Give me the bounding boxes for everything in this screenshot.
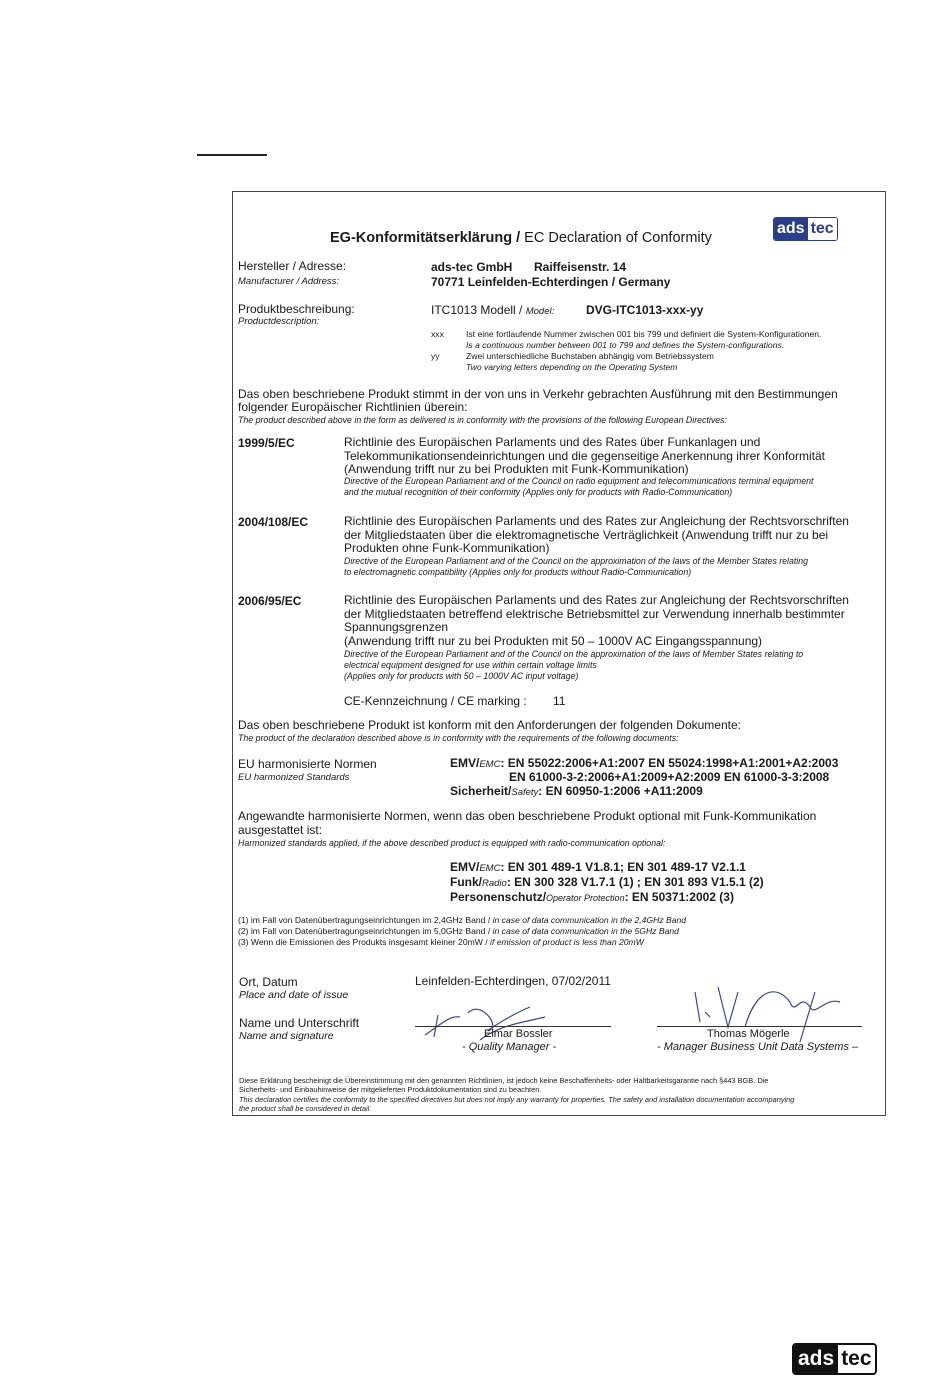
signer-2-role: - Manager Business Unit Data Systems – xyxy=(657,1041,859,1053)
signature-line-2 xyxy=(657,1026,862,1027)
product-label-en: Productdescription: xyxy=(238,316,320,327)
intro-line-2: folgender Europäischer Richtlinien überein: xyxy=(238,400,468,414)
logo-tec: tec xyxy=(808,218,837,240)
footnote-de: (2) im Fall von Datenübertragungseinrichtungen im 5,0GHz Band / xyxy=(238,926,493,936)
personal-protection-standards xyxy=(450,890,734,904)
xxx-description-en: Is a continuous number between 001 to 799 and defines the System-configurations. xyxy=(466,340,785,350)
directive-text: Richtlinie des Europäischen Parlaments und des Rates über Funkanlagen und xyxy=(344,435,761,449)
pers-prefix: Personenschutz/ xyxy=(450,890,547,904)
intro-line-1: Das oben beschriebene Produkt stimmt in der von uns in Verkehr gebrachten Ausführung mit den Bestimmungen xyxy=(238,387,838,401)
conformity-statement-en: The product of the declaration described above is in conformity with the requirements of the following documents: xyxy=(238,733,679,743)
signer-1-role: - Quality Manager - xyxy=(462,1041,557,1053)
signature-line-1 xyxy=(415,1026,611,1027)
emv-prefix: EMV/ xyxy=(450,756,480,770)
radio-statement-line-1: Angewandte harmonisierte Normen, wenn das oben beschriebene Produkt optional mit Funk-Kommunikation xyxy=(238,809,817,823)
safety-standards xyxy=(450,784,703,798)
xxx-key: xxx xyxy=(431,329,444,339)
footnote xyxy=(238,926,679,936)
emc-prefix: EMC xyxy=(479,759,501,770)
disclaimer-de-1: Diese Erklärung bescheinigt die Übereinstimmung mit den genannten Richtlinien, ist jedoch keine Beschaffenheits- oder Haltbarkeitsgarantie nach §443 BGB. Die xyxy=(239,1076,769,1085)
footnote-en: in case of data communication in the 2,4GHz Band xyxy=(492,915,687,925)
directive-text: Produkten ohne Funk-Kommunikation) xyxy=(344,541,550,555)
signer-1-name: Elmar Bossler xyxy=(484,1028,553,1040)
directive-text: der Mitgliedstaaten betreffend elektrische Betriebsmittel zur Verwendung innerhalb bestimmter xyxy=(344,607,845,621)
directive-text: (Anwendung trifft nur zu bei Produkten mit Funk-Kommunikation) xyxy=(344,462,689,476)
signature-label: Name und Unterschrift xyxy=(239,1016,360,1030)
safety-prefix: Sicherheit/ xyxy=(450,784,512,798)
footnote-en: in case of data communication in the 5GHz Band xyxy=(492,926,679,936)
title-german: EG-Konformitätserklärung / xyxy=(330,230,521,246)
disclaimer-en-2: the product shall be considered in detail. xyxy=(239,1104,372,1113)
model-label-en: Model: xyxy=(525,306,555,317)
footnote-en: if emission of product is less than 20mW xyxy=(490,937,644,947)
signer-2-name: Thomas Mögerle xyxy=(707,1028,790,1040)
emv-values: : EN 55022:2006+A1:2007 EN 55024:1998+A1:2001+A2:2003 xyxy=(500,756,839,770)
safety-prefix-en: Safety xyxy=(511,787,539,798)
directive-text-en: Directive of the European Parliament and of the Council on the approximation of the laws of the Member States relating xyxy=(344,556,809,566)
radio-prefix-en: Radio xyxy=(482,878,507,889)
footnote xyxy=(238,937,644,947)
place-label-en: Place and date of issue xyxy=(239,989,349,1001)
directive-code: 2006/95/EC xyxy=(238,594,302,608)
standards-label: EU harmonisierte Normen xyxy=(238,757,377,771)
pers-value: : EN 50371:2002 (3) xyxy=(624,890,734,904)
radio-emv-standards xyxy=(450,860,746,874)
ce-marking-label: CE-Kennzeichnung / CE marking : xyxy=(344,694,527,708)
manufacturer-city: 70771 Leinfelden-Echterdingen / Germany xyxy=(431,275,671,289)
signature-moegerle xyxy=(680,972,860,1052)
header-rule xyxy=(197,154,267,156)
title-english: EC Declaration of Conformity xyxy=(524,230,712,246)
yy-description-en: Two varying letters depending on the Operating System xyxy=(466,362,678,372)
standards-label-en: EU harmonized Standards xyxy=(238,772,350,783)
radio-statement-en: Harmonized standards applied, if the above described product is equipped with radio-communication optional: xyxy=(238,838,666,848)
place-date-value: Leinfelden-Echterdingen, 07/02/2011 xyxy=(415,974,611,988)
directive-text: Richtlinie des Europäischen Parlaments und des Rates zur Angleichung der Rechtsvorschriften xyxy=(344,514,849,528)
manufacturer-name: ads-tec GmbH xyxy=(431,260,513,274)
signature-label-en: Name and signature xyxy=(239,1030,334,1042)
funk-value: : EN 300 328 V1.7.1 (1) ; EN 301 893 V1.5.1 (2) xyxy=(506,875,764,889)
safety-value: : EN 60950-1:2006 +A11:2009 xyxy=(538,784,703,798)
ce-marking-value: 11 xyxy=(553,694,566,708)
radio-funk-standards xyxy=(450,875,764,889)
disclaimer-de-2: Sicherheits- und Einbauhinweise der mitgelieferten Produktdokumentation sind zu beachten. xyxy=(239,1085,542,1094)
certificate-title xyxy=(330,230,712,246)
emv-standards-line-2: EN 61000-3-2:2006+A1:2009+A2:2009 EN 61000-3-3:2008 xyxy=(509,770,830,784)
footnote-de: (3) Wenn die Emissionen des Produkts insgesamt kleiner 20mW / xyxy=(238,937,491,947)
radio-emv-prefix: EMV/ xyxy=(450,860,480,874)
page-logo xyxy=(792,1343,877,1375)
directive-text-en: and the mutual recognition of their conformity (Applies only for products with Radio-Communication) xyxy=(344,487,733,497)
directive-text-en: to electromagnetic compatibility (Applies only for products without Radio-Communication) xyxy=(344,567,692,577)
funk-prefix: Funk/ xyxy=(450,875,482,889)
emv-standards-line-1 xyxy=(450,756,838,770)
radio-statement-line-2: ausgestattet ist: xyxy=(238,823,323,837)
product-model-label xyxy=(431,303,554,317)
directive-text-en: Directive of the European Parliament and of the Council on the approximation of the laws of Member States relating to xyxy=(344,649,804,659)
page-logo-tec: tec xyxy=(838,1345,874,1373)
product-model-value: DVG-ITC1013-xxx-yy xyxy=(586,303,704,317)
conformity-statement: Das oben beschriebene Produkt ist konform mit den Anforderungen der folgenden Dokumente: xyxy=(238,718,741,732)
page-logo-ads: ads xyxy=(794,1345,838,1373)
yy-key: yy xyxy=(431,351,440,361)
place-label: Ort, Datum xyxy=(239,975,298,989)
manufacturer-street: Raiffeisenstr. 14 xyxy=(534,260,627,274)
directive-text: Telekommunikationsendeinrichtungen und die gegenseitige Anerkennung ihrer Konformität xyxy=(344,449,825,463)
logo-ads: ads xyxy=(774,218,808,240)
directive-code: 1999/5/EC xyxy=(238,436,295,450)
manufacturer-label-en: Manufacturer / Address: xyxy=(238,276,340,287)
ads-tec-logo xyxy=(773,217,838,241)
directive-text: Richtlinie des Europäischen Parlaments und des Rates zur Angleichung der Rechtsvorschriften xyxy=(344,593,849,607)
intro-english: The product described above in the form as delivered is in conformity with the provisions of the following European Directives: xyxy=(238,415,727,425)
directive-text-en: (Applies only for products with 50 – 1000V AC input voltage) xyxy=(344,671,579,681)
directive-text: der Mitgliedstaaten über die elektromagnetische Verträglichkeit (Anwendung trifft nur zu bei xyxy=(344,528,829,542)
xxx-description: Ist eine fortlaufende Nummer zwischen 001 bis 799 und definiert die System-Konfigurationen. xyxy=(466,329,822,339)
operator-protection-prefix: Operator Protection xyxy=(546,893,625,903)
radio-emc-prefix: EMC xyxy=(479,863,501,874)
footnote-de: (1) im Fall von Datenübertragungseinrichtungen im 2,4GHz Band / xyxy=(238,915,493,925)
directive-code: 2004/108/EC xyxy=(238,515,309,529)
directive-text: Spannungsgrenzen xyxy=(344,620,449,634)
radio-emv-value: : EN 301 489-1 V1.8.1; EN 301 489-17 V2.1.1 xyxy=(500,860,746,874)
product-label: Produktbeschreibung: xyxy=(238,302,355,316)
footnote xyxy=(238,915,686,925)
manufacturer-label: Hersteller / Adresse: xyxy=(238,259,347,273)
directive-text-en: electrical equipment designed for use within certain voltage limits xyxy=(344,660,597,670)
yy-description: Zwei unterschiedliche Buchstaben abhängig vom Betriebssystem xyxy=(466,351,714,361)
directive-text-en: Directive of the European Parliament and of the Council on radio equipment and telecommunications terminal equipment xyxy=(344,476,814,486)
model-label-de: ITC1013 Modell / xyxy=(431,303,523,317)
directive-text: (Anwendung trifft nur zu bei Produkten mit 50 – 1000V AC Eingangsspannung) xyxy=(344,634,763,648)
disclaimer-en-1: This declaration certifies the conformity to the specified directives but does not imply any warranty for properties. The safety and installation documentation accompanying xyxy=(239,1095,795,1104)
